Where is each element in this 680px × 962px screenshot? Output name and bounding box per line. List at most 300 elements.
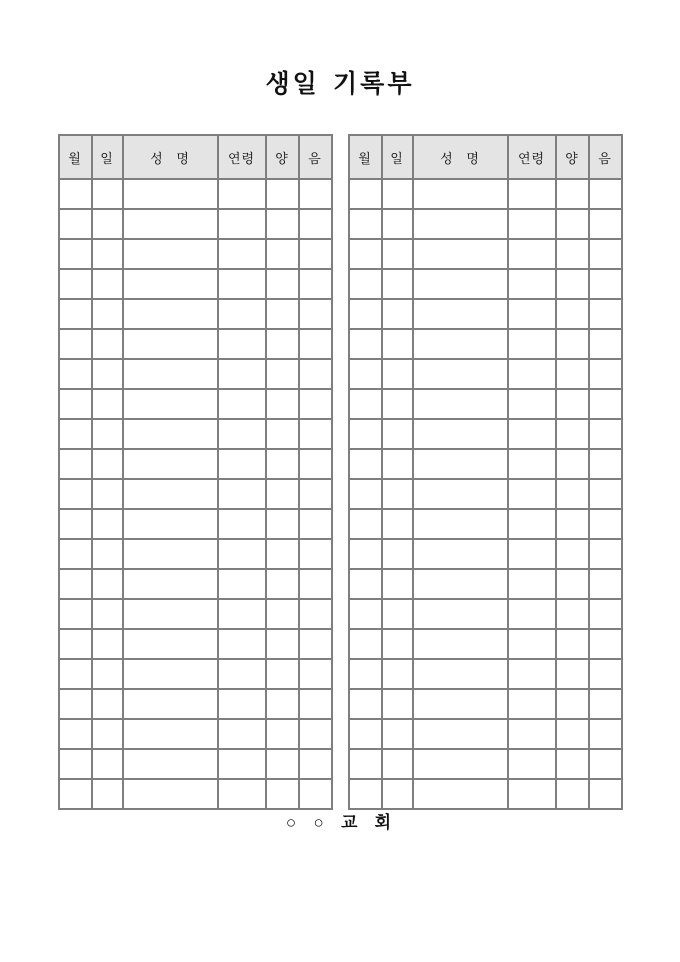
empty-cell-age (508, 479, 556, 509)
empty-cell-solar (266, 749, 299, 779)
table-body (59, 179, 332, 809)
table-row (349, 389, 622, 419)
empty-cell-month (349, 569, 382, 599)
empty-cell-month (59, 209, 92, 239)
empty-cell-lunar (589, 629, 622, 659)
empty-cell-day (92, 779, 123, 809)
empty-cell-day (382, 689, 413, 719)
empty-cell-age (218, 539, 266, 569)
column-header-lunar: 음 (299, 135, 332, 179)
empty-cell-name (123, 509, 218, 539)
empty-cell-age (218, 509, 266, 539)
empty-cell-lunar (299, 239, 332, 269)
empty-cell-lunar (589, 449, 622, 479)
table-row (349, 329, 622, 359)
empty-cell-month (349, 269, 382, 299)
empty-cell-age (218, 569, 266, 599)
table-row (59, 659, 332, 689)
empty-cell-month (59, 569, 92, 599)
empty-cell-day (92, 329, 123, 359)
empty-cell-solar (556, 449, 589, 479)
empty-cell-age (508, 359, 556, 389)
empty-cell-solar (266, 479, 299, 509)
empty-cell-lunar (299, 509, 332, 539)
empty-cell-month (59, 719, 92, 749)
empty-cell-lunar (589, 479, 622, 509)
column-header-name: 성 명 (413, 135, 508, 179)
empty-cell-solar (266, 179, 299, 209)
empty-cell-age (218, 269, 266, 299)
empty-cell-name (123, 209, 218, 239)
empty-cell-age (218, 659, 266, 689)
empty-cell-month (59, 629, 92, 659)
empty-cell-month (59, 419, 92, 449)
table-row (349, 779, 622, 809)
birthday-table-left (58, 134, 333, 810)
empty-cell-name (123, 419, 218, 449)
empty-cell-name (123, 269, 218, 299)
empty-cell-age (508, 299, 556, 329)
empty-cell-month (349, 509, 382, 539)
empty-cell-month (349, 419, 382, 449)
empty-cell-age (508, 239, 556, 269)
empty-cell-day (92, 179, 123, 209)
table-row (59, 599, 332, 629)
empty-cell-solar (556, 419, 589, 449)
empty-cell-solar (556, 569, 589, 599)
empty-cell-name (123, 329, 218, 359)
column-header-lunar: 음 (589, 135, 622, 179)
empty-cell-lunar (589, 389, 622, 419)
table-row (349, 239, 622, 269)
empty-cell-age (508, 419, 556, 449)
empty-cell-solar (556, 749, 589, 779)
empty-cell-solar (556, 599, 589, 629)
empty-cell-solar (266, 239, 299, 269)
empty-cell-age (508, 719, 556, 749)
column-header-age: 연령 (218, 135, 266, 179)
empty-cell-age (508, 179, 556, 209)
column-header-age: 연령 (508, 135, 556, 179)
empty-cell-lunar (299, 209, 332, 239)
empty-cell-age (508, 329, 556, 359)
empty-cell-lunar (589, 179, 622, 209)
empty-cell-name (123, 659, 218, 689)
empty-cell-day (382, 749, 413, 779)
table-row (59, 209, 332, 239)
empty-cell-lunar (299, 569, 332, 599)
column-header-solar: 양 (266, 135, 299, 179)
empty-cell-day (382, 329, 413, 359)
empty-cell-day (92, 629, 123, 659)
empty-cell-month (349, 299, 382, 329)
table-row (349, 599, 622, 629)
empty-cell-name (413, 539, 508, 569)
empty-cell-lunar (589, 779, 622, 809)
empty-cell-name (123, 719, 218, 749)
empty-cell-lunar (589, 749, 622, 779)
table-row (59, 419, 332, 449)
empty-cell-solar (556, 359, 589, 389)
empty-cell-lunar (589, 569, 622, 599)
empty-cell-month (349, 719, 382, 749)
empty-cell-month (59, 329, 92, 359)
empty-cell-name (413, 749, 508, 779)
empty-cell-month (349, 539, 382, 569)
empty-cell-day (92, 209, 123, 239)
empty-cell-lunar (299, 749, 332, 779)
empty-cell-age (218, 479, 266, 509)
empty-cell-lunar (299, 479, 332, 509)
empty-cell-solar (266, 569, 299, 599)
table-body (349, 179, 622, 809)
empty-cell-solar (266, 719, 299, 749)
empty-cell-lunar (299, 389, 332, 419)
empty-cell-lunar (299, 779, 332, 809)
empty-cell-month (349, 179, 382, 209)
empty-cell-name (413, 689, 508, 719)
empty-cell-day (382, 479, 413, 509)
empty-cell-month (59, 539, 92, 569)
empty-cell-age (508, 389, 556, 419)
column-header-day: 일 (382, 135, 413, 179)
empty-cell-solar (556, 239, 589, 269)
empty-cell-lunar (299, 359, 332, 389)
empty-cell-month (59, 239, 92, 269)
empty-cell-lunar (589, 689, 622, 719)
empty-cell-age (508, 779, 556, 809)
empty-cell-day (382, 179, 413, 209)
table-row (59, 629, 332, 659)
empty-cell-day (382, 509, 413, 539)
empty-cell-day (92, 749, 123, 779)
empty-cell-lunar (589, 239, 622, 269)
table-row (59, 539, 332, 569)
table-row (59, 179, 332, 209)
table-row (59, 779, 332, 809)
empty-cell-day (92, 509, 123, 539)
empty-cell-solar (556, 299, 589, 329)
empty-cell-name (123, 599, 218, 629)
empty-cell-day (92, 389, 123, 419)
empty-cell-month (349, 209, 382, 239)
empty-cell-day (382, 629, 413, 659)
empty-cell-month (349, 629, 382, 659)
empty-cell-day (92, 359, 123, 389)
empty-cell-name (413, 209, 508, 239)
empty-cell-name (413, 269, 508, 299)
empty-cell-lunar (299, 299, 332, 329)
empty-cell-day (382, 359, 413, 389)
empty-cell-day (92, 269, 123, 299)
table-row (349, 539, 622, 569)
empty-cell-lunar (299, 449, 332, 479)
empty-cell-day (382, 299, 413, 329)
empty-cell-name (123, 449, 218, 479)
empty-cell-age (508, 569, 556, 599)
empty-cell-age (218, 719, 266, 749)
empty-cell-solar (556, 779, 589, 809)
empty-cell-day (92, 689, 123, 719)
column-header-day: 일 (92, 135, 123, 179)
empty-cell-month (59, 299, 92, 329)
empty-cell-solar (556, 209, 589, 239)
table-row (349, 719, 622, 749)
empty-cell-solar (556, 269, 589, 299)
empty-cell-day (382, 419, 413, 449)
empty-cell-day (382, 569, 413, 599)
empty-cell-month (349, 689, 382, 719)
empty-cell-month (59, 689, 92, 719)
table-row (349, 569, 622, 599)
empty-cell-day (382, 779, 413, 809)
table-row (349, 749, 622, 779)
empty-cell-solar (266, 389, 299, 419)
empty-cell-name (123, 359, 218, 389)
table-row (349, 209, 622, 239)
empty-cell-day (382, 239, 413, 269)
table-row (59, 359, 332, 389)
empty-cell-name (413, 479, 508, 509)
empty-cell-age (508, 209, 556, 239)
empty-cell-lunar (299, 659, 332, 689)
empty-cell-name (413, 179, 508, 209)
empty-cell-month (349, 449, 382, 479)
empty-cell-age (218, 749, 266, 779)
empty-cell-lunar (299, 179, 332, 209)
empty-cell-lunar (589, 299, 622, 329)
empty-cell-name (413, 569, 508, 599)
empty-cell-day (382, 599, 413, 629)
church-name: ○ ○ 교 회 (285, 813, 395, 832)
empty-cell-lunar (299, 329, 332, 359)
empty-cell-age (218, 689, 266, 719)
empty-cell-age (508, 599, 556, 629)
tables-container (0, 134, 680, 810)
table-row (349, 629, 622, 659)
empty-cell-month (349, 749, 382, 779)
empty-cell-age (508, 659, 556, 689)
page-title: 생일 기록부 (265, 71, 415, 98)
empty-cell-name (123, 299, 218, 329)
empty-cell-month (349, 479, 382, 509)
empty-cell-age (218, 449, 266, 479)
empty-cell-lunar (299, 689, 332, 719)
empty-cell-age (218, 389, 266, 419)
empty-cell-solar (556, 659, 589, 689)
empty-cell-lunar (299, 419, 332, 449)
birthday-table-right (348, 134, 623, 810)
empty-cell-name (413, 389, 508, 419)
empty-cell-day (382, 269, 413, 299)
empty-cell-lunar (299, 269, 332, 299)
empty-cell-month (59, 179, 92, 209)
table-row (59, 719, 332, 749)
table-row (59, 389, 332, 419)
table-row (59, 299, 332, 329)
column-header-month: 월 (59, 135, 92, 179)
table-row (349, 419, 622, 449)
empty-cell-solar (266, 629, 299, 659)
empty-cell-day (92, 659, 123, 689)
empty-cell-solar (556, 179, 589, 209)
empty-cell-month (349, 239, 382, 269)
empty-cell-lunar (589, 209, 622, 239)
table-row (349, 179, 622, 209)
empty-cell-name (413, 599, 508, 629)
empty-cell-name (413, 449, 508, 479)
empty-cell-name (413, 659, 508, 689)
empty-cell-month (349, 389, 382, 419)
empty-cell-lunar (299, 539, 332, 569)
empty-cell-month (59, 749, 92, 779)
table-row (59, 689, 332, 719)
table-row (349, 689, 622, 719)
empty-cell-lunar (589, 539, 622, 569)
empty-cell-day (92, 449, 123, 479)
empty-cell-solar (556, 719, 589, 749)
empty-cell-solar (266, 539, 299, 569)
empty-cell-name (413, 779, 508, 809)
column-header-month: 월 (349, 135, 382, 179)
empty-cell-month (59, 359, 92, 389)
empty-cell-solar (266, 509, 299, 539)
empty-cell-solar (556, 329, 589, 359)
empty-cell-solar (266, 419, 299, 449)
empty-cell-solar (556, 509, 589, 539)
empty-cell-month (349, 329, 382, 359)
empty-cell-day (92, 299, 123, 329)
empty-cell-age (508, 689, 556, 719)
empty-cell-name (123, 629, 218, 659)
table-row (59, 239, 332, 269)
empty-cell-age (218, 779, 266, 809)
empty-cell-month (59, 269, 92, 299)
empty-cell-name (123, 779, 218, 809)
empty-cell-solar (556, 629, 589, 659)
empty-cell-day (382, 209, 413, 239)
empty-cell-solar (266, 689, 299, 719)
empty-cell-month (59, 779, 92, 809)
empty-cell-name (123, 689, 218, 719)
empty-cell-name (413, 419, 508, 449)
column-header-name: 성 명 (123, 135, 218, 179)
empty-cell-lunar (589, 359, 622, 389)
empty-cell-lunar (589, 719, 622, 749)
empty-cell-month (349, 359, 382, 389)
empty-cell-day (92, 479, 123, 509)
table-row (349, 269, 622, 299)
empty-cell-month (59, 599, 92, 629)
empty-cell-solar (556, 689, 589, 719)
empty-cell-solar (266, 359, 299, 389)
empty-cell-name (413, 629, 508, 659)
empty-cell-age (218, 629, 266, 659)
table-header-row (59, 135, 332, 179)
empty-cell-lunar (589, 419, 622, 449)
empty-cell-day (92, 569, 123, 599)
empty-cell-lunar (589, 269, 622, 299)
empty-cell-lunar (589, 329, 622, 359)
empty-cell-age (218, 419, 266, 449)
empty-cell-age (508, 509, 556, 539)
empty-cell-day (92, 599, 123, 629)
empty-cell-age (218, 179, 266, 209)
empty-cell-solar (266, 599, 299, 629)
empty-cell-day (92, 539, 123, 569)
empty-cell-solar (266, 449, 299, 479)
empty-cell-age (218, 329, 266, 359)
empty-cell-name (413, 509, 508, 539)
empty-cell-age (218, 239, 266, 269)
empty-cell-lunar (299, 719, 332, 749)
empty-cell-month (349, 659, 382, 689)
empty-cell-name (123, 749, 218, 779)
empty-cell-age (508, 749, 556, 779)
empty-cell-month (59, 449, 92, 479)
empty-cell-day (382, 659, 413, 689)
table-row (59, 329, 332, 359)
empty-cell-day (92, 419, 123, 449)
empty-cell-day (92, 719, 123, 749)
empty-cell-age (218, 299, 266, 329)
table-row (349, 299, 622, 329)
empty-cell-solar (266, 299, 299, 329)
empty-cell-name (413, 719, 508, 749)
empty-cell-lunar (589, 509, 622, 539)
empty-cell-solar (266, 329, 299, 359)
empty-cell-name (413, 359, 508, 389)
empty-cell-age (218, 359, 266, 389)
table-row (349, 509, 622, 539)
table-row (59, 749, 332, 779)
empty-cell-solar (266, 209, 299, 239)
empty-cell-name (123, 389, 218, 419)
empty-cell-lunar (299, 599, 332, 629)
table-row (349, 479, 622, 509)
column-header-solar: 양 (556, 135, 589, 179)
empty-cell-name (413, 299, 508, 329)
table-row (59, 509, 332, 539)
table-row (349, 359, 622, 389)
empty-cell-month (59, 509, 92, 539)
empty-cell-solar (266, 659, 299, 689)
empty-cell-age (508, 269, 556, 299)
table-row (59, 479, 332, 509)
empty-cell-age (508, 539, 556, 569)
table-header-row (349, 135, 622, 179)
table-row (349, 449, 622, 479)
empty-cell-age (218, 599, 266, 629)
empty-cell-month (59, 479, 92, 509)
empty-cell-solar (556, 539, 589, 569)
empty-cell-age (508, 449, 556, 479)
empty-cell-name (123, 539, 218, 569)
table-row (349, 659, 622, 689)
empty-cell-lunar (589, 599, 622, 629)
empty-cell-day (382, 719, 413, 749)
empty-cell-day (382, 539, 413, 569)
empty-cell-lunar (589, 659, 622, 689)
empty-cell-name (123, 179, 218, 209)
empty-cell-solar (556, 479, 589, 509)
empty-cell-name (123, 479, 218, 509)
empty-cell-solar (266, 269, 299, 299)
table-row (59, 449, 332, 479)
table-row (59, 569, 332, 599)
empty-cell-name (123, 239, 218, 269)
empty-cell-month (349, 599, 382, 629)
